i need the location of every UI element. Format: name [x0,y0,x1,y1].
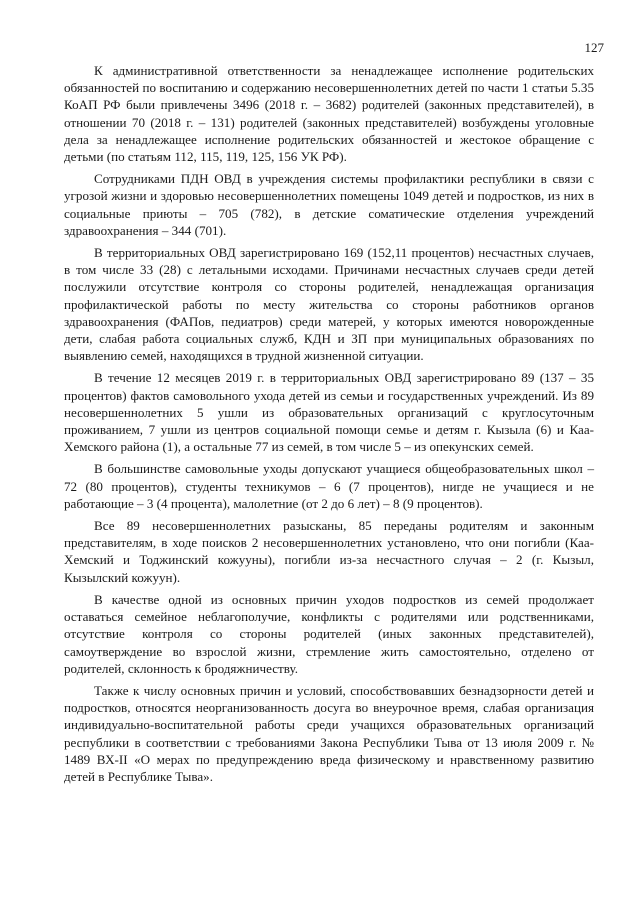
document-body [64,62,594,790]
paragraph-accidents: В территориальных ОВД зарегистрировано 169 (152,11 процентов) несчастных случаев, в том числе 33 (28) с летальными исходами. Причинами несчастных случаев среди детей послужили отсутствие контроля со стороны родителей, ненадлежащая организация профилактической работы по месту жительства со стороны работников органов здравоохранения (ФАПов, педиатров) среди матерей, у которых имеются новорожденные дети, слабая работа социальных служб, КДН и ЗП при муниципальных образованиях по выявлению семей, находящихся в трудной жизненной ситуации. [64,245,594,364]
paragraph-departure-categories: В большинстве самовольные уходы допускают учащиеся общеобразовательных школ – 72 (80 процентов), студенты техникумов – 6 (7 процентов), нигде не учащиеся и не работающие – 3 (4 процента), малолетние (от 2 до 6 лет) – 8 (9 процентов). [64,461,594,511]
page-number: 127 [584,40,604,55]
paragraph-neglect-conditions: Также к числу основных причин и условий, способствовавших безнадзорности детей и подростков, относятся неорганизованность досуга во внеурочное время, слабая организация индивидуально-воспитательной работы среди учащихся образовательных организаций республики в соответствии с требованиями Закона Республики Тыва от 13 июля 2009 г. № 1489 ВХ-II «О мерах по предупреждению вреда физическому и нравственному развитию детей в Республике Тыва». [64,682,594,784]
paragraph-unauthorized-departures: В течение 12 месяцев 2019 г. в территориальных ОВД зарегистрировано 89 (137 – 35 процентов) фактов самовольного ухода детей из семьи и государственных учреждений. Из 89 несовершеннолетних 5 ушли из образовательных организаций с круглосуточным проживанием, 7 ушли из центров социальной помощи семье и детям г. Кызыла (6) и Каа-Хемского района (1), а остальные 77 из семей, в том числе 5 – из опекунских семей. [64,370,594,455]
paragraph-pdn-placements: Сотрудниками ПДН ОВД в учреждения системы профилактики республики в связи с угрозой жизни и здоровью несовершеннолетних помещены 1049 детей и подростков, из них в социальные приюты – 705 (782), в детские соматические отделения учреждений здравоохранения – 344 (701). [64,171,594,238]
paragraph-search-results: Все 89 несовершеннолетних разысканы, 85 переданы родителям и законным представителям, в ходе поисков 2 несовершеннолетних установлено, что они погибли (Каа-Хемский и Тоджинский кожууны), погибли из-за несчастного случая – 2 (г. Кызыл, Кызылский кожуун). [64,518,594,585]
paragraph-administrative-liability: К административной ответственности за ненадлежащее исполнение родительских обязанностей по воспитанию и содержанию несовершеннолетних детей по части 1 статьи 5.35 КоАП РФ были привлечены 3496 (2018 г. – 3682) родителей (законных представителей), в отношении 70 (2018 г. – 131) родителей (законных представителей) возбуждены уголовные дела за ненадлежащее исполнение родительских обязанностей и жестокое обращение с детьми (по статьям 112, 115, 119, 125, 156 УК РФ). [64,63,594,165]
paragraph-departure-causes: В качестве одной из основных причин уходов подростков из семей продолжает оставаться семейное неблагополучие, конфликты с родителями или родственниками, отсутствие контроля со стороны родителей (иных законных представителей), самоутверждение во взрослой жизни, стремление жить самостоятельно, отделено от родителей, склонность к бродяжничеству. [64,591,594,676]
